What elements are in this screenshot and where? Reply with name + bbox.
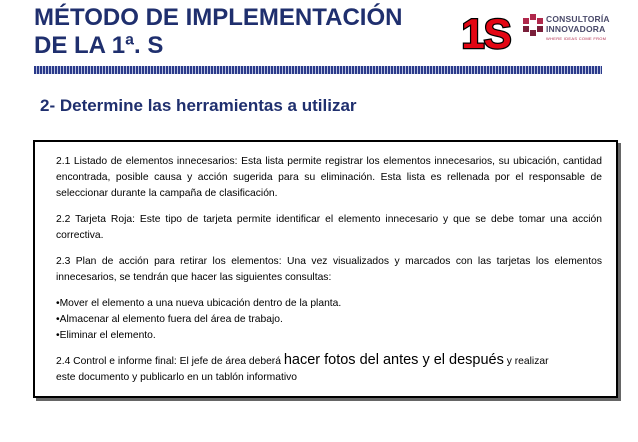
step-badge-1s [458,10,514,56]
bullet-item: •Eliminar el elemento. [56,330,156,341]
paragraph-2-4 [56,352,602,386]
title-divider [34,66,602,74]
company-logo [522,12,632,52]
title-line-1: MÉTODO DE IMPLEMENTACIÓN [34,4,403,31]
logo-line-1: CONSULTORÍA [546,14,610,24]
paragraph-2-4-mid: y realizar [503,356,549,367]
bullet-item: •Almacenar al elemento fuera del área de trabajo. [56,314,283,325]
logo-tagline: WHERE IDEAS COME FROM [546,36,607,41]
logo-line-2: INNOVADORA [546,24,606,34]
paragraph-2-1: 2.1 Listado de elementos innecesarios: Esta lista permite registrar los elementos innecesarios, su ubicación, cantidad encontrada, posible causa y acción sugerida para su eliminación. Esta lista es rellenada por el responsable de seleccionar durante la campaña de clasificación. [56,156,602,199]
content-box [33,140,618,398]
logo-mark-icon [522,14,544,36]
page-title [34,4,402,60]
title-line-2: DE LA 1ª. S [34,32,164,59]
action-bullet-list [56,296,602,344]
step-badge-text: 1S [461,10,511,56]
section-subtitle: 2- Determine las herramientas a utilizar [40,96,357,115]
paragraph-2-4-end: este documento y publicarlo en un tablón informativo [56,372,297,383]
paragraph-2-4-start: 2.4 Control e informe final: El jefe de área deberá [56,356,284,367]
logo-wordmark [546,14,610,34]
paragraph-2-2: 2.2 Tarjeta Roja: Este tipo de tarjeta permite identificar el elemento innecesario y que se debe tomar una acción correctiva. [56,214,602,241]
bullet-item: •Mover el elemento a una nueva ubicación dentro de la planta. [56,298,342,309]
paragraph-2-4-emphasis: hacer fotos del antes y el después [283,352,504,368]
paragraph-2-3: 2.3 Plan de acción para retirar los elementos: Una vez visualizados y marcados con las tarjetas los elementos innecesarios, se tendrán que hacer las siguientes consultas: [56,256,602,283]
